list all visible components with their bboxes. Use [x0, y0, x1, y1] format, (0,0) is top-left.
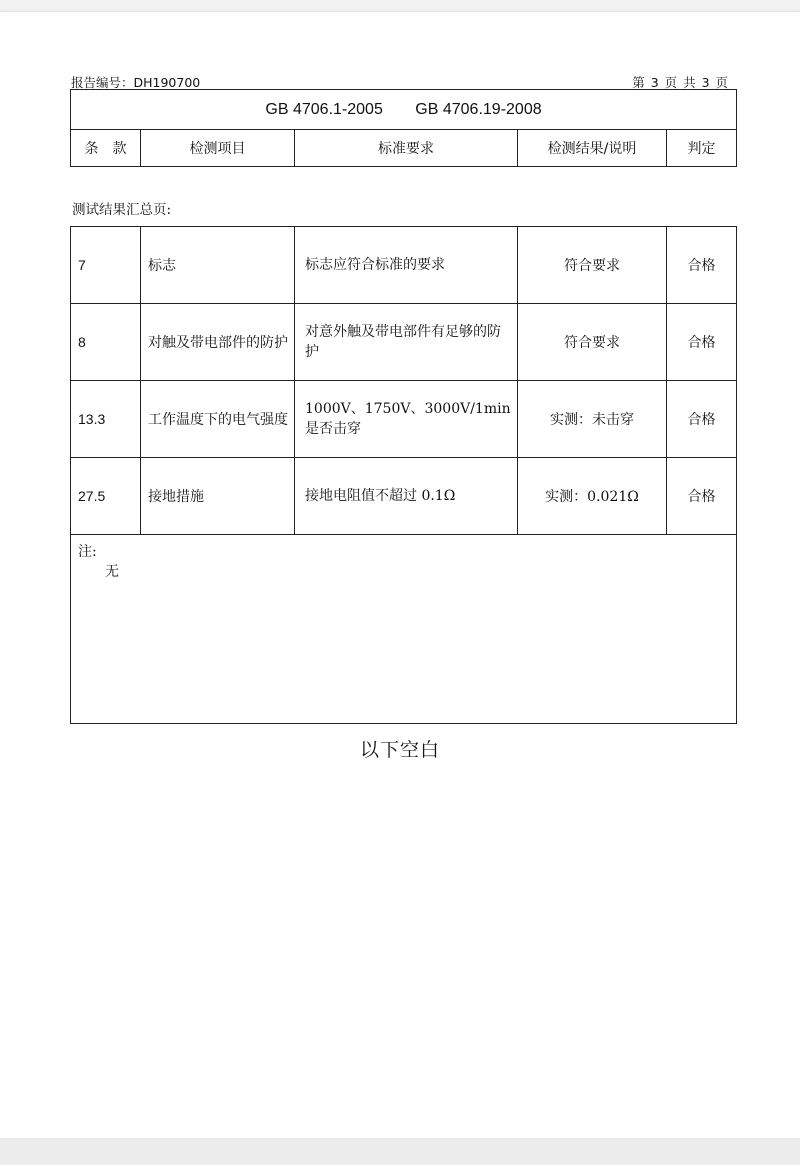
- col-header-clause: 条 款: [71, 130, 141, 167]
- cell-clause: 7: [71, 227, 141, 304]
- col-header-requirement: 标准要求: [295, 130, 518, 167]
- table-row: [71, 227, 737, 304]
- table-row: [71, 304, 737, 381]
- cell-requirement: 对意外触及带电部件有足够的防护: [295, 304, 518, 381]
- cell-item: 工作温度下的电气强度: [141, 381, 295, 458]
- page-bottom-margin: [0, 1138, 800, 1165]
- note-label: 注:: [78, 544, 97, 560]
- col-header-item: 检测项目: [141, 130, 295, 167]
- standard-1: GB 4706.1-2005: [265, 100, 383, 118]
- standards-cell: [71, 90, 737, 130]
- col-header-result: 检测结果/说明: [518, 130, 667, 167]
- col-header-verdict: 判定: [667, 130, 737, 167]
- cell-item: 标志: [141, 227, 295, 304]
- cell-result: 符合要求: [518, 304, 667, 381]
- page-info: 第 3 页 共 3 页: [632, 75, 729, 90]
- standard-2: GB 4706.19-2008: [415, 100, 542, 118]
- note-row: [71, 535, 737, 724]
- cell-requirement: 标志应符合标准的要求: [295, 227, 518, 304]
- note-text: 无: [105, 564, 119, 580]
- report-number: 报告编号：DH190700: [71, 75, 201, 90]
- cell-requirement: 1000V、1750V、3000V/1min 是否击穿: [295, 381, 518, 458]
- results-table: [70, 226, 737, 724]
- standards-header-table: [70, 89, 737, 167]
- cell-result: 实测：未击穿: [518, 381, 667, 458]
- cell-clause: 13.3: [71, 381, 141, 458]
- cell-result: 实测：0.021Ω: [518, 458, 667, 535]
- table-row: [71, 458, 737, 535]
- cell-item: 接地措施: [141, 458, 295, 535]
- blank-below-text: 以下空白: [359, 739, 440, 761]
- summary-label: 测试结果汇总页:: [72, 202, 172, 218]
- cell-item: 对触及带电部件的防护: [141, 304, 295, 381]
- note-cell: [71, 535, 737, 724]
- cell-verdict: 合格: [667, 381, 737, 458]
- cell-requirement: 接地电阻值不超过 0.1Ω: [295, 458, 518, 535]
- cell-verdict: 合格: [667, 458, 737, 535]
- cell-clause: 27.5: [71, 458, 141, 535]
- cell-result: 符合要求: [518, 227, 667, 304]
- page-header: [71, 73, 735, 89]
- cell-clause: 8: [71, 304, 141, 381]
- cell-verdict: 合格: [667, 227, 737, 304]
- cell-verdict: 合格: [667, 304, 737, 381]
- table-row: [71, 381, 737, 458]
